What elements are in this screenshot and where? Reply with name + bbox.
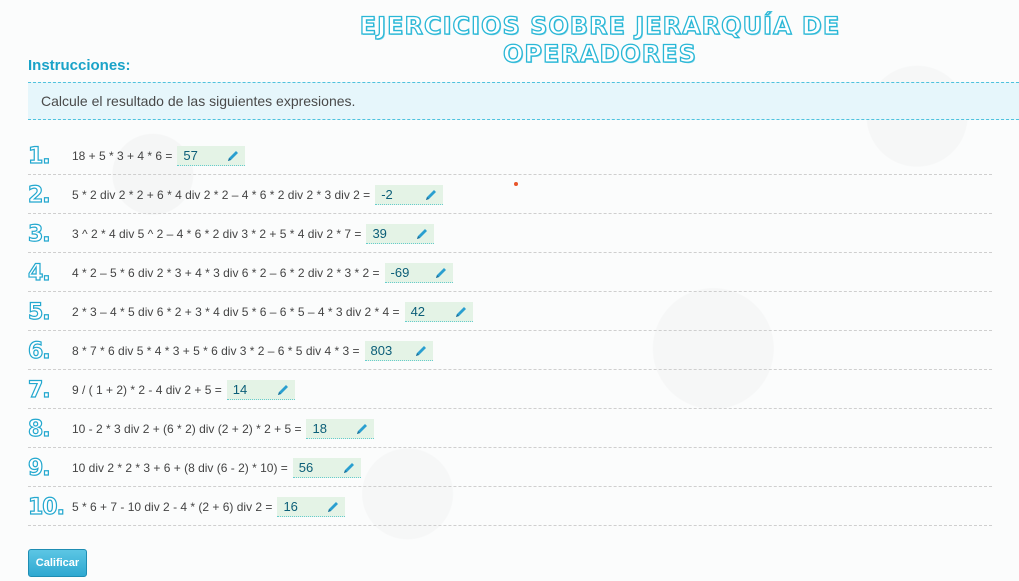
exercise-row — [28, 488, 992, 526]
exercise-number: 9. — [28, 456, 50, 481]
pencil-icon — [454, 305, 468, 319]
exercise-expression: 5 * 6 + 7 - 10 div 2 - 4 * (2 + 6) div 2 = — [72, 500, 273, 514]
exercise-number: 1. — [28, 144, 50, 169]
exercise-row — [28, 215, 992, 253]
answer-value: 57 — [183, 148, 198, 163]
exercise-expression: 3 ^ 2 * 4 div 5 ^ 2 – 4 * 6 * 2 div 3 * 2 + 5 * 4 div 2 * 7 = — [72, 227, 362, 241]
answer-field[interactable] — [177, 146, 245, 166]
instructions-box — [28, 82, 1019, 120]
exercise-row — [28, 293, 992, 331]
exercise-expression: 10 - 2 * 3 div 2 + (6 * 2) div (2 + 2) * 2 + 5 = — [72, 422, 302, 436]
exercise-row — [28, 137, 992, 175]
exercise-number: 7. — [28, 378, 50, 403]
pencil-icon — [226, 149, 240, 163]
exercise-row — [28, 371, 992, 409]
answer-field[interactable] — [405, 302, 473, 322]
answer-field[interactable] — [306, 419, 374, 439]
exercise-expression: 2 * 3 – 4 * 5 div 6 * 2 + 3 * 4 div 5 * 6 – 6 * 5 – 4 * 3 div 2 * 4 = — [72, 305, 400, 319]
exercise-number: 3. — [28, 222, 50, 247]
answer-value: 39 — [372, 226, 387, 241]
page-title: EJERCICIOS SOBRE JERARQUÍA DE OPERADORES — [359, 12, 841, 68]
pencil-icon — [414, 344, 428, 358]
exercise-row — [28, 410, 992, 448]
exercise-expression: 9 / ( 1 + 2) * 2 - 4 div 2 + 5 = — [72, 383, 222, 397]
exercise-number: 10. — [28, 495, 64, 520]
exercise-row — [28, 176, 992, 214]
exercise-expression: 4 * 2 – 5 * 6 div 2 * 3 + 4 * 3 div 6 * 2 – 6 * 2 div 2 * 3 * 2 = — [72, 266, 380, 280]
pencil-icon — [326, 500, 340, 514]
answer-value: 803 — [370, 343, 393, 358]
answer-value: 14 — [232, 382, 248, 397]
answer-value: -2 — [381, 187, 393, 202]
exercise-expression: 10 div 2 * 2 * 3 + 6 + (8 div (6 - 2) * 10) = — [72, 461, 288, 475]
exercise-number: 6. — [28, 339, 50, 364]
answer-value: 42 — [410, 304, 426, 319]
answer-field[interactable] — [366, 224, 434, 244]
exercise-row — [28, 449, 992, 487]
calificar-button[interactable]: Calificar — [28, 549, 87, 577]
instructions-label: Instrucciones: — [28, 57, 131, 74]
exercise-number: 4. — [28, 261, 50, 286]
answer-field[interactable] — [375, 185, 443, 205]
pencil-icon — [424, 188, 438, 202]
exercise-expression: 8 * 7 * 6 div 5 * 4 * 3 + 5 * 6 div 3 * 2 – 6 * 5 div 4 * 3 = — [72, 344, 360, 358]
exercise-number: 8. — [28, 417, 50, 442]
exercise-row — [28, 254, 992, 292]
pencil-icon — [342, 461, 356, 475]
answer-field[interactable] — [277, 497, 345, 517]
answer-field[interactable] — [293, 458, 361, 478]
answer-value: 18 — [312, 421, 327, 436]
pencil-icon — [415, 227, 429, 241]
answer-value: 16 — [283, 499, 298, 514]
exercise-number: 2. — [28, 183, 50, 208]
pencil-icon — [434, 266, 448, 280]
answer-field[interactable] — [385, 263, 453, 283]
answer-field[interactable] — [365, 341, 433, 361]
instructions-text: Calcule el resultado de las siguientes expresiones. — [41, 93, 356, 109]
exercise-row — [28, 332, 992, 370]
pencil-icon — [355, 422, 369, 436]
exercise-number: 5. — [28, 300, 50, 325]
answer-value: 56 — [298, 460, 314, 475]
pencil-icon — [276, 383, 290, 397]
exercise-expression: 18 + 5 * 3 + 4 * 6 = — [72, 149, 173, 163]
answer-value: -69 — [390, 265, 410, 280]
exercise-expression: 5 * 2 div 2 * 2 + 6 * 4 div 2 * 2 – 4 * 6 * 2 div 2 * 3 div 2 = — [72, 188, 371, 202]
answer-field[interactable] — [227, 380, 295, 400]
